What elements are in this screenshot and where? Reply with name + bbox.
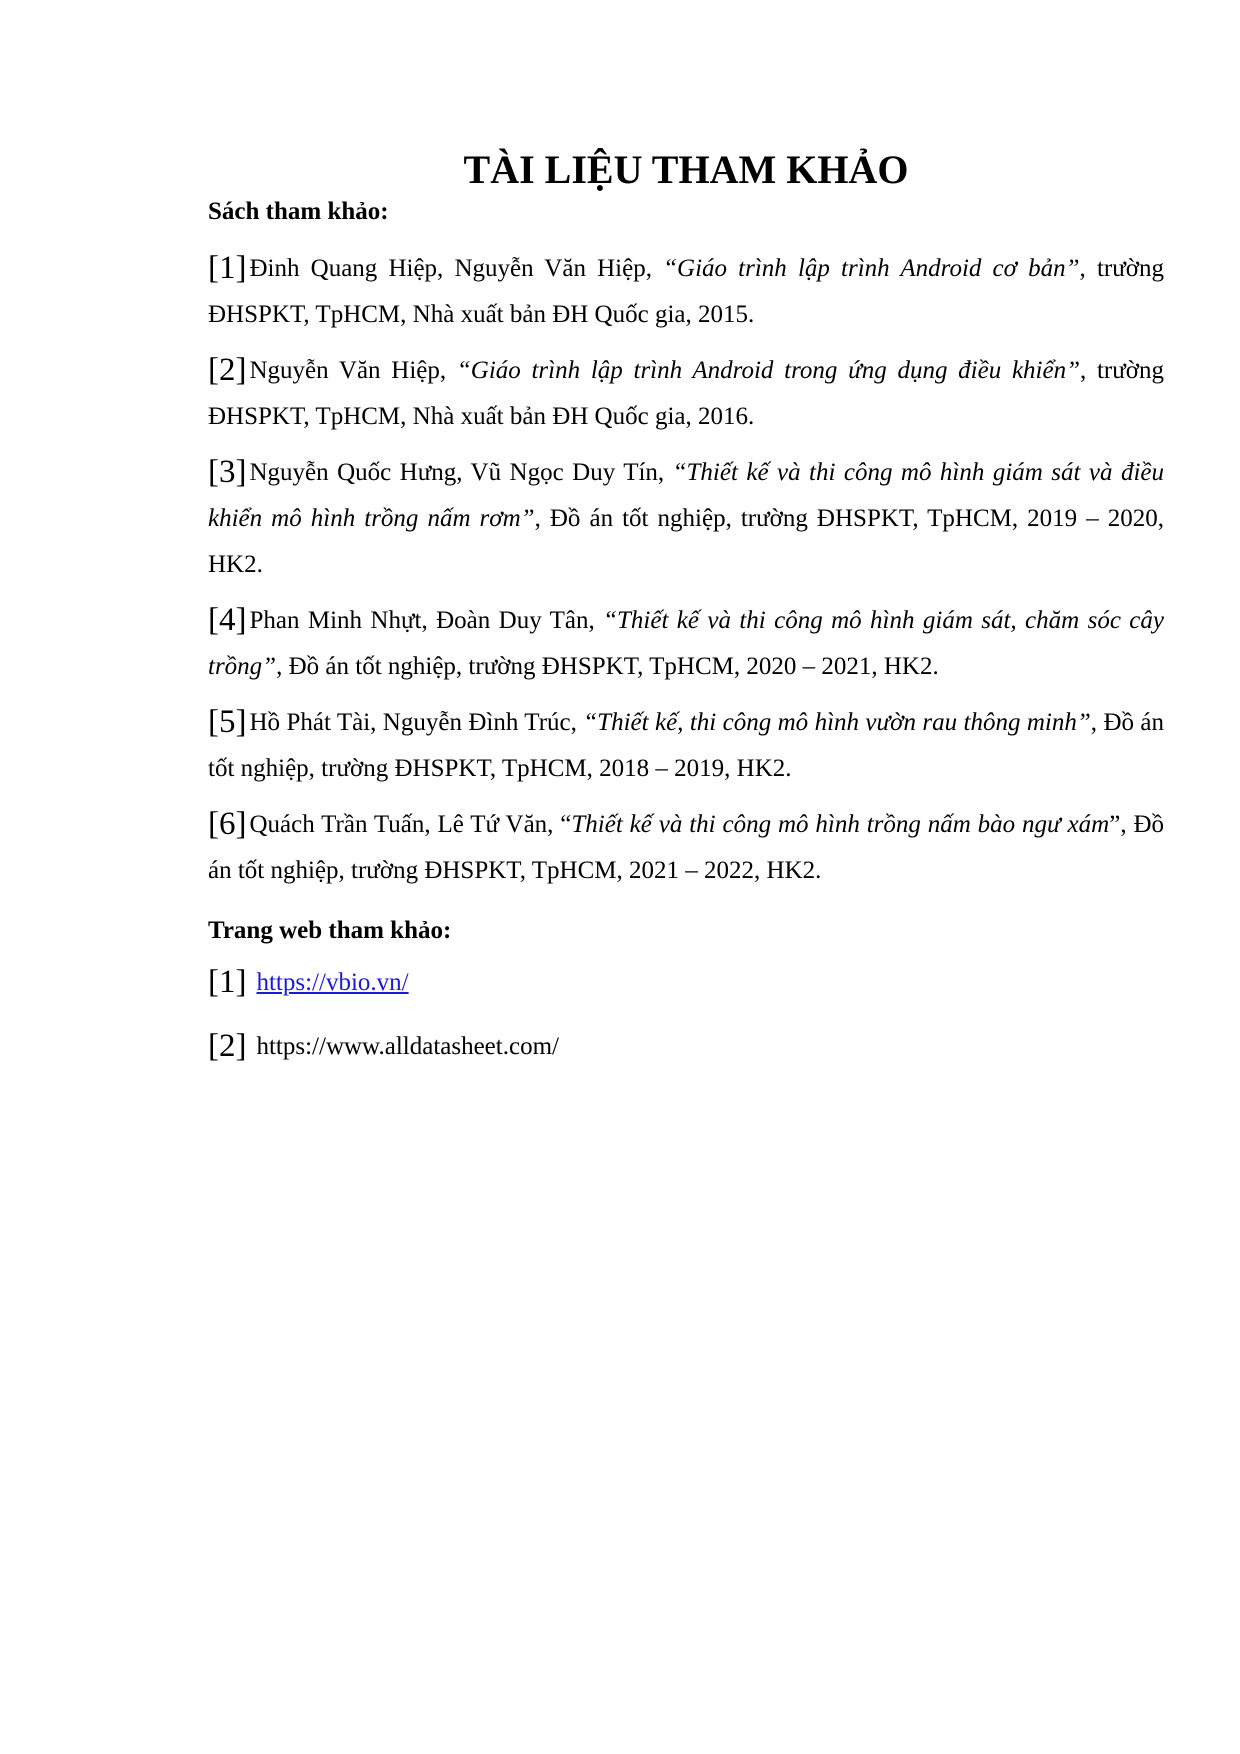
reference-authors: Nguyễn Quốc Hưng, Vũ Ngọc Duy Tín, (249, 459, 673, 486)
reference-title: “Thiết kế và thi công mô hình giám sát và điều khiển mô hình trồng nấm rơm” (208, 459, 1164, 532)
book-reference (208, 598, 1164, 690)
book-reference (208, 450, 1164, 588)
reference-title: “Thiết kế và thi công mô hình giám sát, chăm sóc cây trồng” (208, 607, 1164, 680)
reference-number: [2] (208, 352, 247, 388)
reference-number: [3] (208, 454, 247, 490)
reference-number: [1] (208, 964, 247, 1000)
reference-details: ”, Đồ án tốt nghiệp, trường ĐHSPKT, TpHCM, 2021 – 2022, HK2. (208, 811, 1164, 884)
book-reference-list (208, 246, 1164, 904)
books-heading: Sách tham khảo: (208, 198, 389, 225)
web-reference (208, 1024, 1164, 1070)
reference-number: [6] (208, 806, 247, 842)
alldatasheet-url: https://www.alldatasheet.com/ (256, 1033, 559, 1060)
reference-title: “Giáo trình lập trình Android cơ bản” (663, 255, 1080, 282)
book-reference (208, 700, 1164, 792)
reference-details: , Đồ án tốt nghiệp, trường ĐHSPKT, TpHCM, 2018 – 2019, HK2. (208, 709, 1165, 782)
reference-details: , trường ĐHSPKT, TpHCM, Nhà xuất bản ĐH Quốc gia, 2015. (208, 255, 1164, 328)
reference-number: [4] (208, 602, 247, 638)
reference-authors: Phan Minh Nhựt, Đoàn Duy Tân, (249, 607, 604, 634)
reference-details: , trường ĐHSPKT, TpHCM, Nhà xuất bản ĐH Quốc gia, 2016. (208, 357, 1164, 430)
web-reference-list (208, 960, 1164, 1088)
reference-authors: Nguyễn Văn Hiệp, (249, 357, 457, 384)
reference-number: [5] (208, 704, 247, 740)
book-reference (208, 348, 1164, 440)
reference-details: , Đồ án tốt nghiệp, trường ĐHSPKT, TpHCM, 2020 – 2021, HK2. (276, 653, 939, 680)
reference-title: “Giáo trình lập trình Android trong ứng dụng điều khiển” (456, 357, 1080, 384)
page-title: TÀI LIỆU THAM KHẢO (463, 146, 909, 192)
reference-authors: Quách Trần Tuấn, Lê Tứ Văn, “ (249, 811, 572, 838)
reference-authors: Hồ Phát Tài, Nguyễn Đình Trúc, (249, 709, 584, 736)
reference-authors: Đinh Quang Hiệp, Nguyễn Văn Hiệp, (249, 255, 664, 282)
reference-title: Thiết kế và thi công mô hình trồng nấm bào ngư xám (571, 811, 1110, 838)
book-reference (208, 246, 1164, 338)
web-reference (208, 960, 1164, 1006)
web-heading: Trang web tham khảo: (208, 917, 452, 944)
reference-number: [1] (208, 250, 247, 286)
reference-number: [2] (208, 1028, 247, 1064)
reference-details: , Đồ án tốt nghiệp, trường ĐHSPKT, TpHCM, 2019 – 2020, HK2. (208, 505, 1164, 578)
reference-title: “Thiết kế, thi công mô hình vườn rau thông minh” (583, 709, 1091, 736)
book-reference (208, 802, 1164, 894)
vbio-link[interactable]: https://vbio.vn/ (256, 969, 409, 996)
